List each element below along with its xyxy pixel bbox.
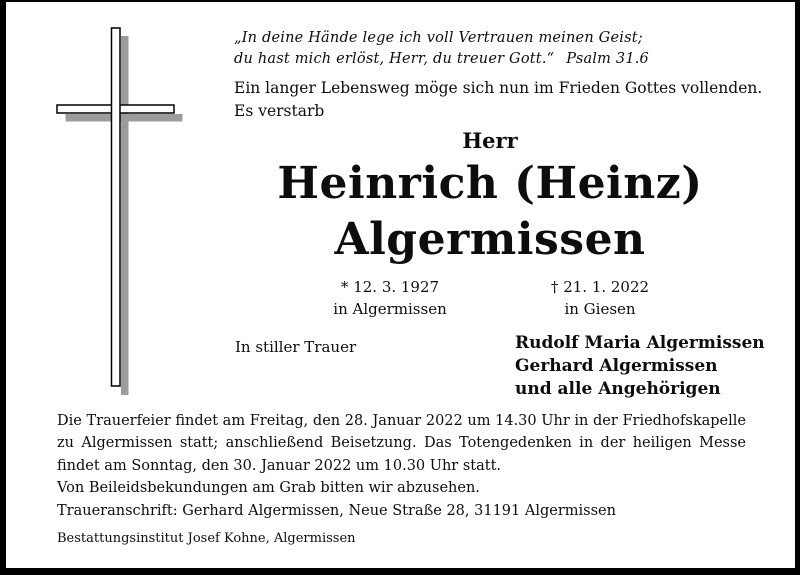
deceased-name-block <box>235 129 745 268</box>
intro-line1: Ein langer Lebensweg möge sich nun im Frieden Gottes vollenden. <box>234 79 763 97</box>
funeral-line2: zu Algermissen statt; anschließend Beisetzung. Das Totengedenken in der heiligen Messe <box>57 435 746 452</box>
birth-date: * 12. 3. 1927 <box>340 278 440 296</box>
psalm-source: Psalm 31.6 <box>566 51 649 67</box>
birth-place: in Algermissen <box>333 300 447 318</box>
death-place: in Giesen <box>564 300 636 318</box>
undertaker-line: Bestattungsinstitut Josef Kohne, Algermissen <box>57 531 356 546</box>
birth-info <box>295 276 485 320</box>
funeral-line1: Die Trauerfeier findet am Freitag, den 28. Januar 2022 um 14.30 Uhr in der Friedhofskapelle <box>57 413 746 429</box>
mourner-3: und alle Angehörigen <box>515 379 721 399</box>
deceased-first-name: Heinrich (Heinz) <box>277 158 703 209</box>
latin-cross-icon <box>40 20 200 405</box>
psalm-quote <box>234 28 649 70</box>
intro-text <box>234 77 762 123</box>
deceased-name <box>235 156 745 268</box>
death-info <box>505 276 695 320</box>
psalm-quote-line2: du hast mich erlöst, Herr, du treuer Gott.“ Psalm 31.6 <box>234 51 649 67</box>
intro-line2: Es verstarb <box>234 102 325 120</box>
salutation: Herr <box>462 128 518 153</box>
psalm-quote-line1: „In deine Hände lege ich voll Vertrauen meinen Geist; <box>234 30 643 46</box>
mourner-1: Rudolf Maria Algermissen <box>515 333 765 353</box>
funeral-line4: Von Beileidsbekundungen am Grab bitten wir abzusehen. <box>57 479 480 496</box>
mourner-2: Gerhard Algermissen <box>515 356 718 376</box>
mourning-label: In stiller Trauer <box>235 338 357 356</box>
funeral-line3: findet am Sonntag, den 30. Januar 2022 um 10.30 Uhr statt. <box>57 457 502 474</box>
deceased-last-name: Algermissen <box>334 214 646 265</box>
death-date: † 21. 1. 2022 <box>550 278 650 296</box>
funeral-details <box>57 410 746 499</box>
condolence-address: Traueranschrift: Gerhard Algermissen, Neue Straße 28, 31191 Algermissen <box>57 503 616 519</box>
mourners-list <box>515 332 765 401</box>
